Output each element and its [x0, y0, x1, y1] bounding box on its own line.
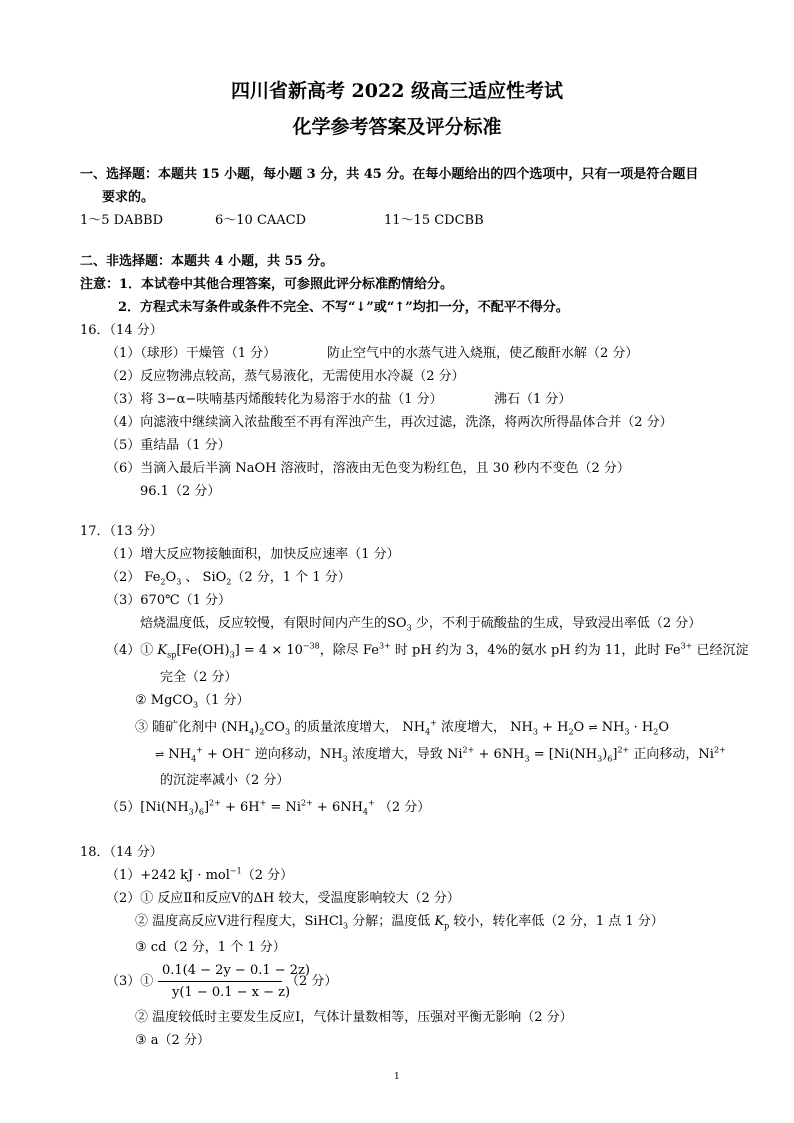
q16-heading: 16．（14 分）	[80, 323, 163, 338]
q16-answer-4: （4）向滤液中继续滴入浓盐酸至不再有浑浊产生，再次过滤，洗涤，将两次所得晶体合并（2 分）	[106, 415, 673, 430]
q16-answer-5: （5）重结晶（1 分）	[106, 438, 231, 453]
q17-answer-4-3-end: 的沉淀率减小（2 分）	[160, 773, 290, 788]
q17-answer-3-explain: 焙烧温度低，反应较慢，有限时间内产生的$SO_3$ 少，不利于硫酸盐的生成，导致浸出率低（2 分）	[140, 616, 702, 633]
q17-answer-2: （2） $Fe_2O_3$ 、 SiO$_2$（2 分，1 个 1 分）	[106, 570, 351, 587]
q17-answer-4-1-cont: 完全（2 分）	[160, 670, 238, 685]
q18-answer-1: （1）+242 kJ · mol$^{-1}$（2 分）	[106, 866, 294, 883]
q16-answer-6: （6）当滴入最后半滴 NaOH 溶液时，溶液由无色变为粉红色，且 30 秒内不变色（2 分）	[106, 461, 630, 476]
mc-answers-1-5: 1～5 DABBD	[80, 213, 164, 228]
section1-heading-cont: 要求的。	[102, 190, 155, 205]
exam-subtitle: 化学参考答案及评分标准	[292, 116, 502, 138]
q18-answer-2-1: （2）① 反应Ⅱ和反应Ⅴ的ΔH 较大，受温度影响较大（2 分）	[106, 891, 460, 906]
q17-answer-4-1: （4）① $K_{sp}[Fe(OH)_3] = 4 \times 10^{-38}$，除尽 $Fe^{3+}$ 时 pH 约为 3，4%的氨水 pH 约为 11，此时 $Fe^{3+}$ 已经沉淀	[106, 641, 749, 660]
q17-answer-4-2: ② MgCO$_3$（1 分）	[135, 693, 250, 710]
fraction-numerator: 0.1(4 − 2y − 0.1 − 2z)	[162, 963, 310, 978]
note-2: 2．方程式未写条件或条件不完全、不写“↓”或“↑”均扣一分，不配平不得分。	[118, 300, 569, 315]
q17-answer-5: $(5)[Ni(NH_3)_6]^{2+} + 6H^+ = Ni^{2+} + 6NH_4^+$ （2 分）	[106, 798, 431, 817]
q17-answer-4-3: ③ 随矿化剂中 $(NH_4)_2CO_3$ 的质量浓度增大， $NH_4^+$ 浓度增大， $NH_3 + H_2O$ ⇌ $NH_3 \cdot H_2O$	[135, 718, 670, 737]
q17-answer-1: （1）增大反应物接触面积，加快反应速率（1 分）	[106, 547, 400, 562]
q18-answer-2-3: ③ cd（2 分，1 个 1 分）	[135, 940, 286, 955]
q16-answer-3a: （3）将 3−α−呋喃基丙烯酸转化为易溶于水的盐（1 分）	[106, 392, 443, 407]
q18-answer-3-2: ② 温度较低时主要发生反应Ⅰ，气体计量数相等，压强对平衡无影响（2 分）	[135, 1010, 573, 1025]
section1-heading: 一、选择题：本题共 15 小题，每小题 3 分，共 45 分。在每小题给出的四个选项中，只有一项是符合题目	[80, 167, 699, 182]
q18-answer-3-3: ③ a（2 分）	[135, 1033, 210, 1048]
q17-answer-3: （3）670℃（1 分）	[106, 593, 232, 608]
page-number: 1	[394, 1072, 400, 1082]
exam-title: 四川省新高考 2022 级高三适应性考试	[230, 80, 564, 102]
fraction-denominator: y(1 − 0.1 − x − z)	[172, 985, 291, 1000]
q18-answer-3-score: （2 分）	[286, 974, 338, 989]
q16-answer-6-value: 96.1（2 分）	[140, 484, 221, 499]
note-1: 注意：1．本试卷中其他合理答案，可参照此评分标准酌情给分。	[80, 277, 454, 292]
q16-answer-2: （2）反应物沸点较高，蒸气易液化，无需使用水冷凝（2 分）	[106, 369, 465, 384]
mc-answers-6-10: 6～10 CAACD	[215, 213, 307, 228]
q16-answer-1a: （1）（球形）干燥管（1 分）	[106, 346, 277, 361]
mc-answers-11-15: 11～15 CDCBB	[384, 213, 484, 228]
section2-heading: 二、非选择题：本题共 4 小题，共 55 分。	[80, 254, 334, 269]
q18-fraction	[158, 963, 310, 1003]
q17-heading: 17．（13 分）	[80, 524, 163, 539]
q18-heading: 18．（14 分）	[80, 845, 163, 860]
q18-answer-2-2: ② 温度高反应Ⅴ进行程度大，SiHCl$_3$ 分解；温度低 $K_p$ 较小，转化率低（2 分，1 点 1 分）	[135, 914, 664, 931]
q16-answer-3b: 沸石（1 分）	[494, 392, 572, 407]
fraction-bar	[158, 981, 282, 982]
q18-answer-3-label: （3）①	[106, 974, 154, 989]
q16-answer-1b: 防止空气中的水蒸气进入烧瓶，使乙酸酐水解（2 分）	[327, 346, 639, 361]
q17-answer-4-3-cont: ⇌ $NH_4^+ + OH^-$ 逆向移动，$NH_3$ 浓度增大，导致 $Ni^{2+} + 6NH_3 = [Ni(NH_3)_6]^{2+}$ 正向移动，$Ni^{2+}$	[155, 745, 726, 764]
